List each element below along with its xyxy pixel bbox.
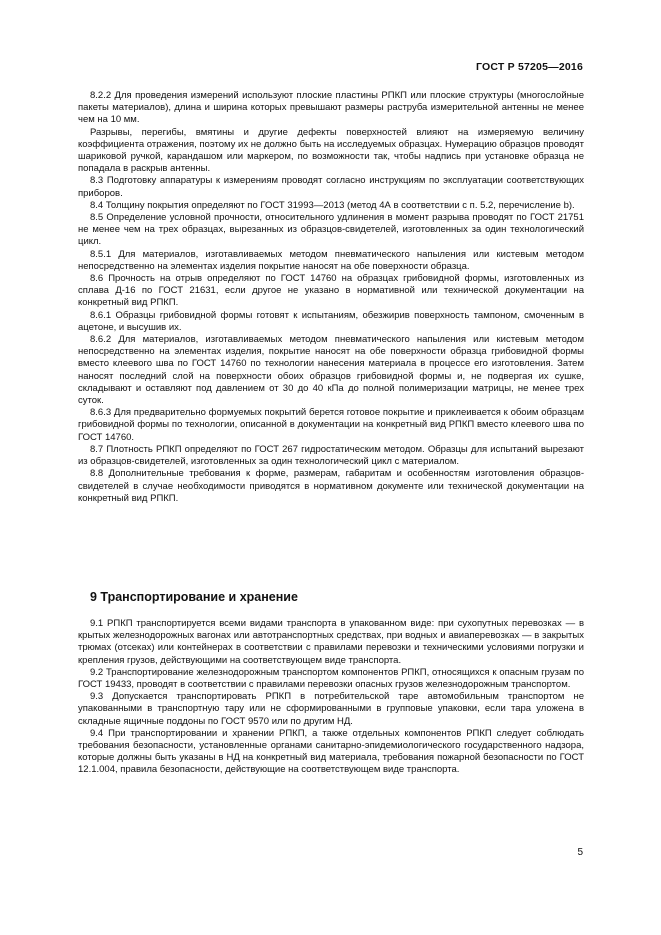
section-9-body: [78, 618, 584, 777]
paragraph-8-6-1: 8.6.1 Образцы грибовидной формы готовят к испытаниям, обезжирив поверхность тампоном, смоченным в ацетоне, и высушив их.: [78, 309, 584, 333]
page-number: 5: [577, 847, 583, 858]
paragraph-8-7: 8.7 Плотность РПКП определяют по ГОСТ 267 гидростатическим методом. Образцы для испытаний вырезают из образцов-свидетелей, изготовленных за один технологический цикл с материалом.: [78, 443, 584, 468]
paragraph-8-4: 8.4 Толщину покрытия определяют по ГОСТ 31993—2013 (метод 4А в соответствии с п. 5.2, перечисление b).: [90, 199, 575, 211]
paragraph-8-6-3: 8.6.3 Для предварительно формуемых покрытий берется готовое покрытие и приклеивается к обоим образцам грибовидной формы по технологии, описанной в документации на конкретный вид РПКП вместо клеевого шва по ГОСТ 14760.: [78, 407, 584, 443]
paragraph-8-5: 8.5 Определение условной прочности, относительного удлинения в момент разрыва проводят по ГОСТ 21751 не менее чем на трех образцах, вырезанных из образцов-свидетелей, изготовленных за один технологический цикл.: [78, 212, 584, 248]
paragraph-8-6-2: 8.6.2 Для материалов, изготавливаемых методом пневматического напыления или кистевым методом непосредственно на элементах изделия, покрытие наносят на обе поверхности образца грибовидной формы вместо клеевого шва по ГОСТ 14760 по технологии нанесения материала в процессе его изготовления. Затем наносят последний слой на поверхности обоих образцов грибовидной формы и, не подвергая их сушке, складывают и оставляют под давлением от 30 до 40 кПа до полной полимеризации матрицы, не менее трех суток.: [78, 334, 584, 407]
paragraph-9-3: 9.3 Допускается транспортировать РПКП в потребительской таре автомобильным транспортом не упакованными в транспортную тару или не сформированными в групповые упаковки, если тара уложена в складные ящичные поддоны по ГОСТ 9570 или по другим НД.: [78, 691, 584, 727]
paragraph-8-3: 8.3 Подготовку аппаратуры к измерениям проводят согласно инструкциям по эксплуатации соответствующих приборов.: [78, 175, 584, 199]
document-header: ГОСТ Р 57205—2016: [475, 61, 583, 73]
paragraph-9-1: 9.1 РПКП транспортируется всеми видами транспорта в упакованном виде: при сухопутных перевозках — в крытых железнодорожных вагонах или автотранспортных средствах, при водных и авиаперевозках — в закрытых трюмах (отсеках) или контейнерах в соответствии с правилами перевозки и техническими условиями погрузки и крепления грузов, действующими на соответствующем виде транспорта.: [78, 618, 584, 666]
section-9-title: 9 Транспортирование и хранение: [90, 590, 298, 604]
paragraph-8-6: 8.6 Прочность на отрыв определяют по ГОСТ 14760 на образцах грибовидной формы, изготовленных из сплава Д-16 по ГОСТ 21631, если другое не указано в нормативной или технической документации на конкретный вид РПКП.: [78, 273, 584, 309]
paragraph-9-2: 9.2 Транспортирование железнодорожным транспортом компонентов РПКП, относящихся к опасным грузам по ГОСТ 19433, проводят в соответствии с правилами перевозки опасных грузов железнодорожным транспортом.: [78, 666, 584, 691]
paragraph-8-2-2-defects: Разрывы, перегибы, вмятины и другие дефекты поверхностей влияют на измеряемую величину коэффициента отражения, поэтому их не должно быть на исследуемых образцах. Нумерацию образцов проводят шариковой ручкой, карандашом или маркером, по возможности так, чтобы надпись при установке образца не попадала в раскрыв антенны.: [78, 126, 584, 175]
paragraph-8-2-2: 8.2.2 Для проведения измерений используют плоские пластины РПКП или плоские структуры (многослойные пакеты материалов), длина и ширина которых превышают размеры раструба измерительной антенны не менее чем на 10 мм.: [78, 90, 584, 126]
paragraph-9-4: 9.4 При транспортировании и хранении РПКП, а также отдельных компонентов РПКП следует соблюдать требования безопасности, установленные органами санитарно-эпидемиологического государственного надзора, которые должны быть указаны в НД на конкретный вид материала, требования пожарной безопасности по ГОСТ 12.1.004, правила безопасности, действующие на соответствующем виде транспорта.: [78, 727, 584, 776]
section-8-body: [78, 90, 584, 505]
paragraph-8-5-1: 8.5.1 Для материалов, изготавливаемых методом пневматического напыления или кистевым методом непосредственно на элементах изделия покрытие наносят на обе поверхности образца.: [78, 248, 584, 272]
paragraph-8-8: 8.8 Дополнительные требования к форме, размерам, габаритам и особенностям изготовления образцов-свидетелей в случае необходимости приводятся в нормативном документе или технической документации на конкретный вид РПКП.: [78, 468, 584, 504]
